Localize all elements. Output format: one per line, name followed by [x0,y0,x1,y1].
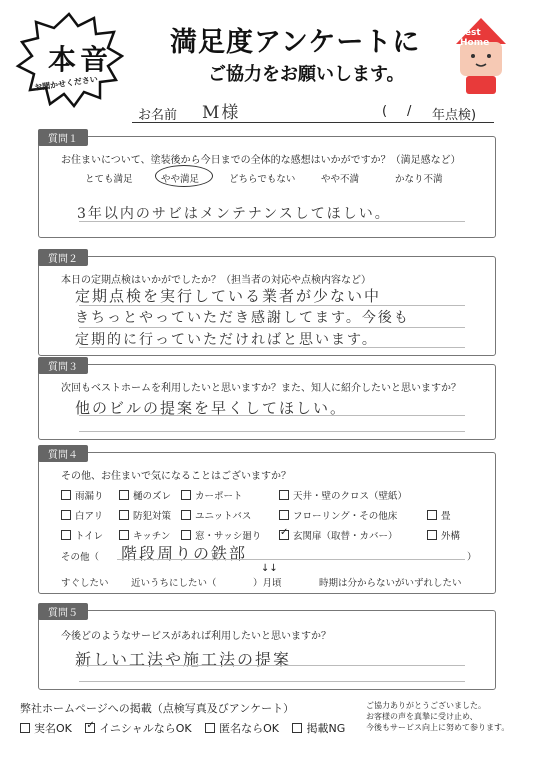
answer-line [79,305,465,306]
checkbox[interactable] [279,510,289,520]
publish-option-ng[interactable]: 掲載NG [292,722,345,735]
q2-answer-line-3[interactable]: 定期的に行っていただければと思います。 [75,332,378,348]
timing-undecided[interactable]: 時期は分からないがいずれしたい [319,578,462,589]
q1-option-somewhat-unsatisfied[interactable]: やや不満 [321,174,360,185]
publish-options [20,720,345,736]
mascot-logo [450,14,512,96]
question-2-tab: 質問２ [38,249,88,266]
thanks-line-1: ご協力ありがとうございました。 [366,701,486,710]
question-5-text: 今後どのようなサービスがあれば利用したいと思いますか？ [61,631,331,642]
check-gutter[interactable]: 樋のズレ [119,488,171,502]
q2-answer-line-2[interactable]: きちっとやっていただき感謝してます。今後も [75,310,410,326]
selected-circle [155,165,213,187]
name-label: お名前 [138,108,178,123]
checkbox[interactable] [61,510,71,520]
check-flooring[interactable]: フローリング・その他床 [279,508,397,522]
check-security[interactable]: 防犯対策 [119,508,171,522]
check-termite[interactable]: 白アリ [61,508,103,522]
question-1-text: お住まいについて、塗装後から今日までの全体的な感想はいかがですか？（満足感など） [61,155,461,166]
question-3-text: 次回もベストホームを利用したいと思いますか？また、知人に紹介したいと思いますか？ [61,383,461,394]
checkbox[interactable] [20,723,30,733]
q1-option-neutral[interactable]: どちらでもない [229,174,296,185]
thanks-line-2: お客様の声を真摯に受け止め、 [366,712,478,721]
thanks-text [366,700,509,733]
answer-line [79,347,465,348]
other-label: その他（ [61,552,100,563]
publish-title: 弊社ホームページへの掲載（点検写真及びアンケート） [20,702,295,715]
publish-option-initial[interactable]: ✓ イニシャルならOK [85,722,191,735]
question-1-tab: 質問１ [38,129,88,146]
q3-answer[interactable]: 他のビルの提案を早くしてほしい。 [75,399,348,417]
check-kitchen[interactable]: キッチン [119,528,170,542]
question-5-box [38,610,496,690]
q1-answer[interactable]: 3年以内のサビはメンテナンスしてほしい。 [77,206,391,222]
checkbox[interactable] [119,510,129,520]
check-unit-bath[interactable]: ユニットバス [181,508,251,522]
arrow-marks: ↓↓ [261,563,278,574]
checkbox[interactable] [427,530,437,540]
check-carport[interactable]: カーポート [181,488,243,502]
check-exterior[interactable]: 外構 [427,528,460,542]
name-row [132,100,494,123]
inspection-label: 年点検) [432,108,477,123]
question-5-tab: 質問５ [38,603,88,620]
checkbox-checked[interactable] [279,530,289,540]
page-subtitle: ご協力をお願いします。 [208,64,405,85]
check-entrance-door[interactable]: ✓ 玄関扉（取替・カバー） [279,528,398,542]
badge-subtitle: お聞かせください [33,74,99,93]
answer-line [79,415,465,416]
mascot-icon [450,14,512,96]
checkbox[interactable] [292,723,302,733]
name-value[interactable]: M様 [202,103,241,123]
other-answer[interactable]: 階段周りの鉄部 [121,544,248,563]
timing-month: ）月頃 [253,578,282,589]
q2-answer-line-1[interactable]: 定期点検を実行している業者が少ない中 [75,287,382,305]
checkbox[interactable] [61,530,71,540]
question-2-box [38,256,496,356]
thanks-line-3: 今後もサービス向上に努めて参ります。 [366,723,510,732]
answer-line [117,559,465,560]
answer-line [79,665,465,666]
page-title: 満足度アンケートに [170,27,421,58]
check-tatami[interactable]: 畳 [427,508,451,522]
answer-line [79,221,465,222]
checkbox[interactable] [279,490,289,500]
q1-option-very-unsatisfied[interactable]: かなり不満 [395,174,443,185]
timing-near[interactable]: 近いうちにしたい（ [131,578,217,589]
checkbox[interactable] [205,723,215,733]
publish-option-anonymous[interactable]: 匿名ならOK [205,722,279,735]
checkbox[interactable] [61,490,71,500]
checkbox[interactable] [119,530,129,540]
open-paren: ( [382,104,388,119]
check-ceiling-wall[interactable]: 天井・壁のクロス（壁紙） [279,488,407,502]
badge-title: 本音 [48,43,113,76]
question-1-box [38,136,496,238]
q1-option-very-satisfied[interactable]: とても満足 [85,174,133,185]
question-4-box [38,452,496,594]
check-rain-leak[interactable]: 雨漏り [61,488,104,502]
checkbox[interactable] [119,490,129,500]
checkbox-checked[interactable] [85,723,95,733]
mascot-text-best: Best [458,28,481,38]
checkbox[interactable] [181,530,191,540]
question-4-tab: 質問４ [38,445,88,462]
question-2-text: 本日の定期点検はいかがでしたか？（担当者の対応や点検内容など） [61,275,371,286]
check-window-sash[interactable]: 窓・サッシ廻り [181,528,261,542]
question-3-box [38,364,496,440]
mascot-text-home: Home [460,38,490,48]
answer-line [79,327,465,328]
question-3-tab: 質問３ [38,357,88,374]
q5-answer[interactable]: 新しい工法や施工法の提案 [75,650,292,669]
question-4-text: その他、お住まいで気になることはございますか？ [61,471,291,482]
publish-option-realname[interactable]: 実名OK [20,722,72,735]
checkbox[interactable] [181,490,191,500]
check-toilet[interactable]: トイレ [61,528,103,542]
checkbox[interactable] [181,510,191,520]
answer-line [79,681,465,682]
q1-option-somewhat-satisfied[interactable]: やや満足 [161,174,200,185]
timing-soon[interactable]: すぐしたい [61,578,109,589]
other-close: ） [467,552,477,563]
answer-line [79,431,465,432]
date-slash: / [407,104,412,119]
checkbox[interactable] [427,510,437,520]
